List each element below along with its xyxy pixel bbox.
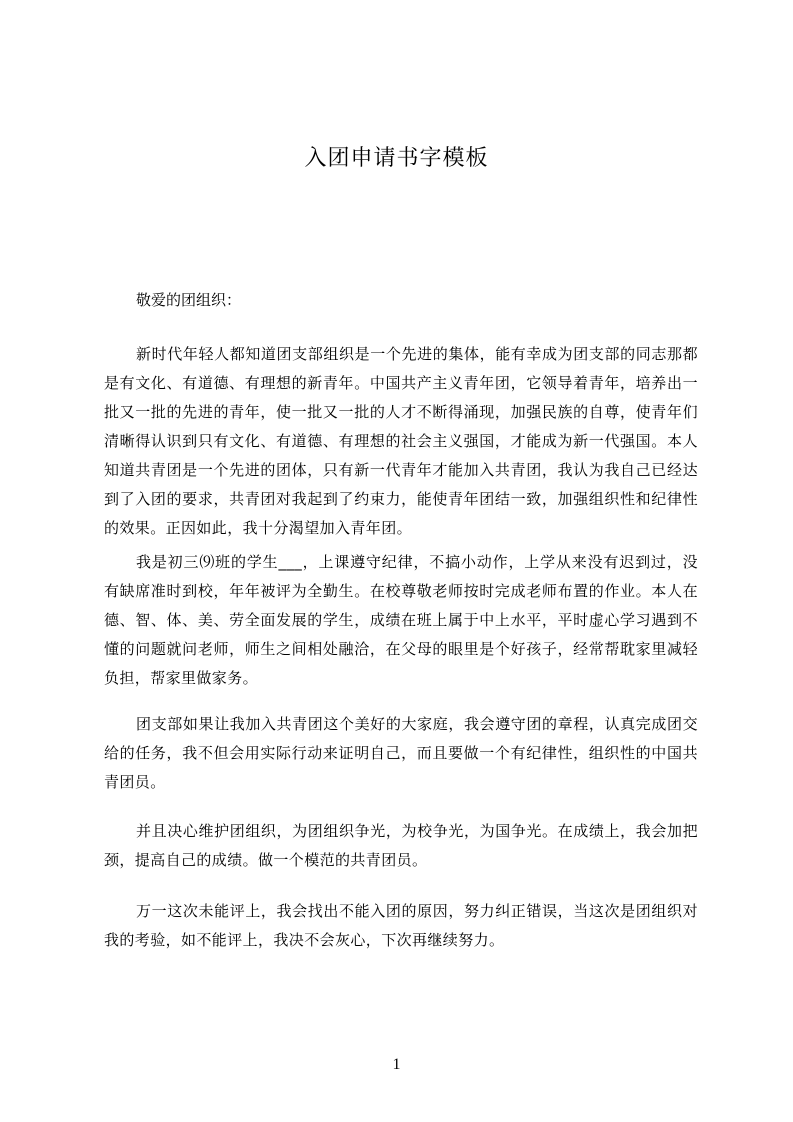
salutation: 敬爱的团组织： (136, 291, 242, 309)
paragraph-1: 新时代年轻人都知道团支部组织是一个先进的集体，能有幸成为团支部的同志那都是有文化、有道德、有理想的新青年。中国共产主义青年团，它领导着青年，培养出一批又一批的先进的青年，使一批又一批的人才不断得涌现，加强民族的自尊，使青年们清晰得认识到只有文化、有道德、有理想的社会主义强国，才能成为新一代强国。本人知道共青团是一个先进的团体，只有新一代青年才能加入共青团，我认为我自己已经达到了入团的要求，共青团对我起到了约束力，能使青年团结一致，加强组织性和纪律性的效果。正因如此，我十分渴望加入青年团。 (104, 345, 698, 537)
paragraph-3: 团支部如果让我加入共青团这个美好的大家庭，我会遵守团的章程，认真完成团交给的任务，我不但会用实际行动来证明自己，而且要做一个有纪律性，组织性的中国共青团员。 (104, 715, 698, 791)
paragraph-4: 并且决心维护团组织，为团组织争光，为校争光，为国争光。在成绩上，我会加把颈，提高自己的成绩。做一个模范的共青团员。 (104, 822, 698, 869)
paragraph-5: 万一这次未能评上，我会找出不能入团的原因，努力纠正错误，当这次是团组织对我的考验，如不能评上，我决不会灰心，下次再继续努力。 (104, 902, 698, 949)
page-number: 1 (392, 1056, 401, 1073)
paragraph-2: 我是初三⑼班的学生___，上课遵守纪律，不搞小动作，上学从来没有迟到过，没有缺席准时到校，年年被评为全勤生。在校尊敬老师按时完成老师布置的作业。本人在德、智、体、美、劳全面发展的学生，成绩在班上属于中上水平，平时虚心学习遇到不懂的问题就问老师，师生之间相处融洽，在父母的眼里是个好孩子，经常帮耽家里减轻负担，帮家里做家务。 (104, 553, 698, 687)
document-title: 入团申请书字模板 (304, 146, 489, 171)
